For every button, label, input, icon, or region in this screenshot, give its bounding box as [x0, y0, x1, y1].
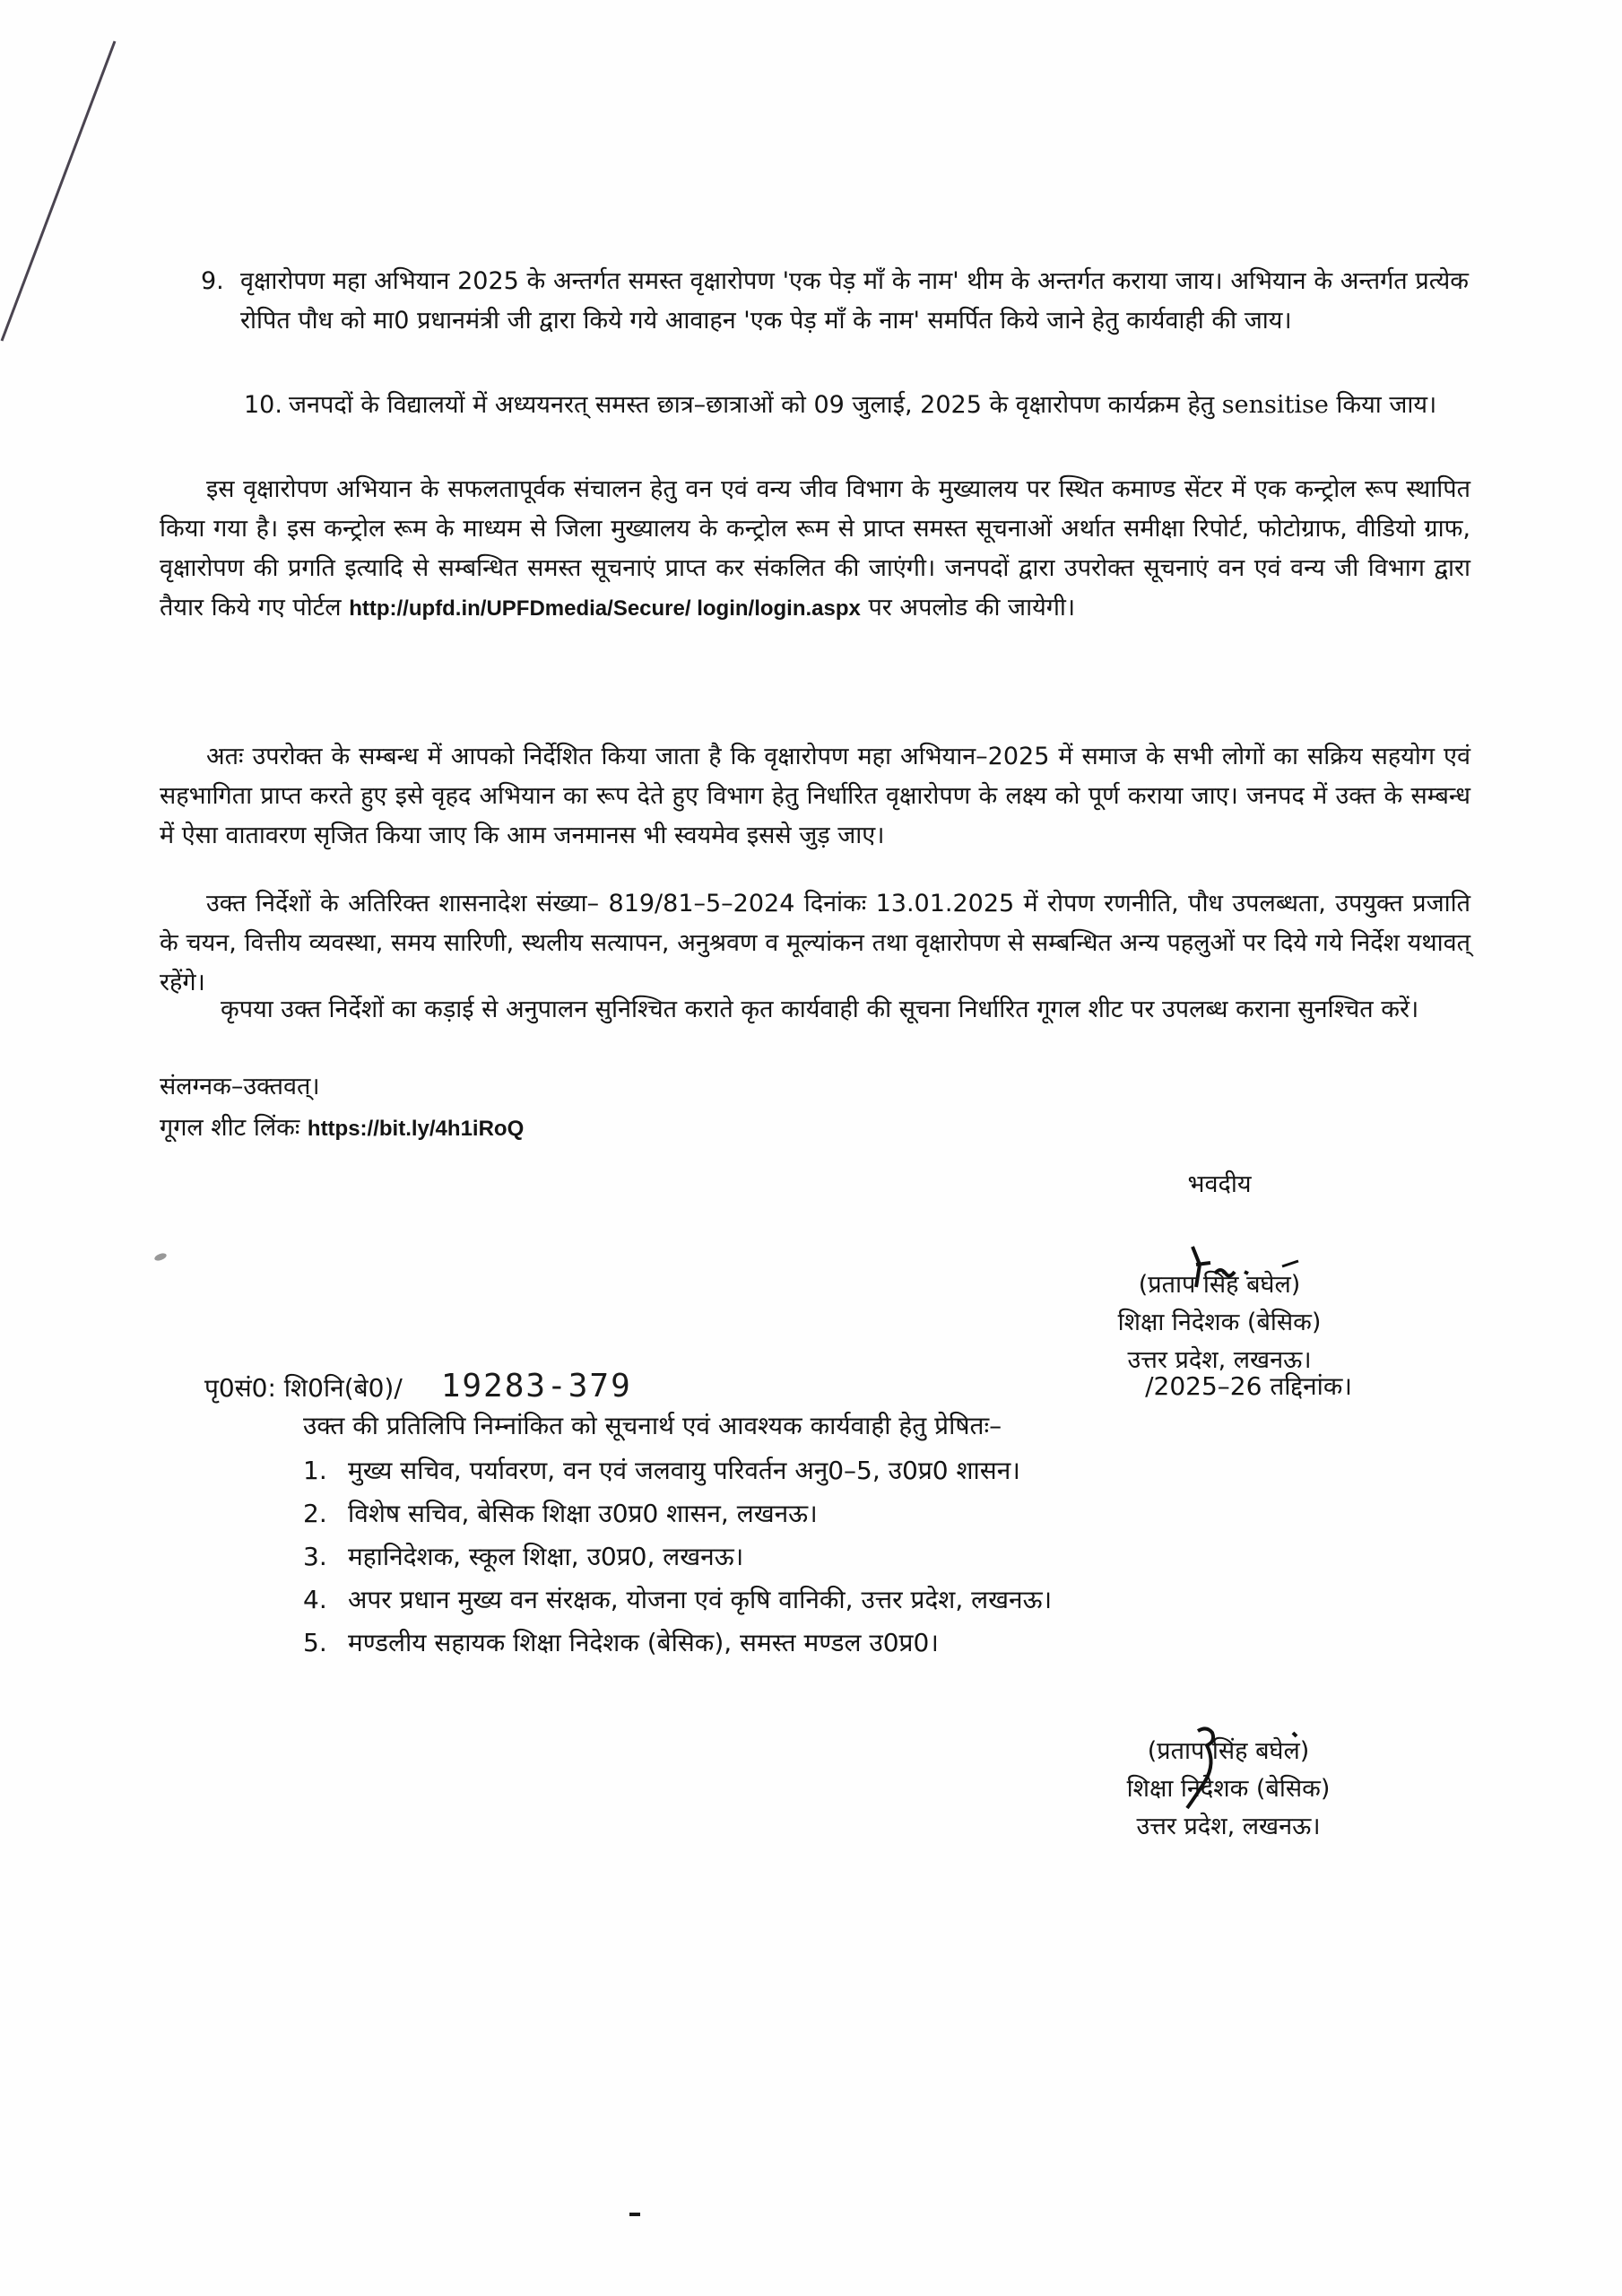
list-item: [303, 1535, 1052, 1578]
copy-distribution-list: [303, 1449, 1052, 1665]
item-text-part-1: जनपदों के विद्यालयों में अध्ययनरत् समस्त छात्र–छात्राओं को 09 जुलाई, 2025 के वृक्षारोपण कार्यक्रम हेतु: [289, 391, 1222, 419]
page-bottom-mark: [629, 2213, 640, 2216]
list-item-text: मण्डलीय सहायक शिक्षा निदेशक (बेसिक), समस्त मण्डल उ0प्र0।: [348, 1628, 939, 1657]
list-item-text: विशेष सचिव, बेसिक शिक्षा उ0प्र0 शासन, लखनऊ।: [348, 1499, 818, 1528]
list-item: [303, 1449, 1052, 1492]
list-item-text: मुख्य सचिव, पर्यावरण, वन एवं जलवायु परिवर्तन अनु0–5, उ0प्र0 शासन।: [348, 1456, 1020, 1485]
item-number: 9.: [201, 267, 224, 295]
paragraph-directive: अतः उपरोक्त के सम्बन्ध में आपको निर्देशित किया जाता है कि वृक्षारोपण महा अभियान–2025 में समाज के सभी लोगों का सक्रिय सहयोग एवं सहभागिता प्राप्त करते हुए इसे वृहद अभियान का रूप देते हुए विभाग हेतु निर्धारित वृक्षारोपण के लक्ष्य को पूर्ण कराया जाए। जनपद में उक्त के सम्बन्ध में ऐसा वातावरण सृजित किया जाए कि आम जनमानस भी स्वयमेव इससे जुड़ जाए।: [160, 743, 1470, 849]
reference-prefix: पृ0सं0: शि0नि(बे0)/: [204, 1373, 403, 1403]
signatory-location: उत्तर प्रदेश, लखनऊ।: [1136, 1813, 1321, 1840]
paragraph-compliance: कृपया उक्त निर्देशों का कड़ाई से अनुपालन सुनिश्चित कराते कृत कार्यवाही की सूचना निर्धारित गूगल शीट पर उपलब्ध कराना सुनश्चित करें।: [221, 996, 1419, 1023]
item-number: 10.: [244, 391, 282, 419]
signature-block-2: [1040, 1733, 1417, 1846]
list-item: [303, 1578, 1052, 1622]
list-item-number: 3.: [303, 1542, 327, 1571]
signature-block-1: [1031, 1166, 1408, 1379]
signatory-name: (प्रताप सिंह बघेल): [1147, 1737, 1310, 1765]
portal-url-link[interactable]: http://upfd.in/UPFDmedia/Secure/ login/login.aspx: [349, 596, 861, 621]
google-sheet-link[interactable]: https://bit.ly/4h1iRoQ: [307, 1117, 525, 1141]
signatory-designation: शिक्षा निदेशक (बेसिक): [1126, 1775, 1331, 1803]
signatory-name: (प्रताप सिंह बघेल): [1138, 1271, 1301, 1299]
reference-suffix: /2025–26 तद्दिनांक।: [1145, 1371, 1352, 1401]
list-item-text: महानिदेशक, स्कूल शिक्षा, उ0प्र0, लखनऊ।: [348, 1542, 744, 1571]
list-item-number: 5.: [303, 1628, 327, 1657]
signatory-designation: शिक्षा निदेशक (बेसिक): [1117, 1309, 1322, 1336]
list-item-number: 4.: [303, 1585, 327, 1614]
paragraph-additional-instructions: उक्त निर्देशों के अतिरिक्त शासनादेश संख्या– 819/81–5–2024 दिनांकः 13.01.2025 में रोपण रणनीति, पौध उपलब्धता, उपयुक्त प्रजाति के चयन, वित्तीय व्यवस्था, समय सारिणी, स्थलीय सत्यापन, अनुश्रवण व मूल्यांकन तथा वृक्षारोपण से सम्बन्धित अन्य पहलुओं पर दिये गये निर्देश यथावत् रहेंगे।: [160, 890, 1470, 996]
closing-salutation: भवदीय: [1187, 1170, 1252, 1198]
handwritten-reference-number: 19283-379: [440, 1368, 632, 1405]
item-text-part-2: किया जाय।: [1328, 391, 1437, 419]
instruction-item-9: [201, 262, 1469, 341]
item-text: वृक्षारोपण महा अभियान 2025 के अन्तर्गत समस्त वृक्षारोपण 'एक पेड़ माँ के नाम' थीम के अन्तर्गत कराया जाय। अभियान के अन्तर्गत प्रत्येक रोपित पौध को मा0 प्रधानमंत्री जी द्वारा किये गये आवाहन 'एक पेड़ माँ के नाम' समर्पित किये जाने हेतु कार्यवाही की जाय।: [240, 267, 1469, 335]
paragraph-text: इस वृक्षारोपण अभियान के सफलतापूर्वक संचालन हेतु वन एवं वन्य जीव विभाग के मुख्यालय पर स्थित कमाण्ड सेंटर में एक कन्ट्रोल रूप स्थापित किया गया है। इस कन्ट्रोल रूम के माध्यम से जिला मुख्यालय के कन्ट्रोल रूम से प्राप्त समस्त सूचनाओं अर्थात समीक्षा रिपोर्ट, फोटोग्राफ, वीडियो ग्राफ, वृक्षारोपण की प्रगति इत्यादि से सम्बन्धित समस्त सूचनाएं प्राप्त कर संकलित की जाएंगी। जनपदों द्वारा उपरोक्त सूचनाएं वन एवं वन्य जी विभाग द्वारा तैयार किये गए पोर्टल: [160, 475, 1470, 622]
ink-speck: [153, 1252, 168, 1262]
instruction-item-10: [244, 386, 1470, 425]
list-item-number: 2.: [303, 1499, 327, 1528]
reference-number-row: [204, 1365, 1352, 1410]
list-item-number: 1.: [303, 1456, 327, 1485]
list-item-text: अपर प्रधान मुख्य वन संरक्षक, योजना एवं कृषि वानिकी, उत्तर प्रदेश, लखनऊ।: [348, 1585, 1053, 1614]
google-sheet-line: [160, 1109, 524, 1149]
google-sheet-label: गूगल शीट लिंकः: [160, 1114, 308, 1142]
margin-pen-line: [0, 0, 126, 359]
list-item: [303, 1492, 1052, 1535]
list-item: [303, 1622, 1052, 1665]
paragraph-text-end: पर अपलोड की जायेगी।: [860, 594, 1076, 622]
enclosure-note: संलग्नक–उक्तवत्।: [160, 1073, 320, 1100]
copy-distribution-intro: उक्त की प्रतिलिपि निम्नांकित को सूचनार्थ एवं आवश्यक कार्यवाही हेतु प्रेषितः–: [303, 1411, 1002, 1440]
paragraph-control-room: [160, 470, 1470, 629]
signatory-location: उत्तर प्रदेश, लखनऊ।: [1127, 1346, 1312, 1374]
item-english-word: sensitise: [1221, 391, 1329, 419]
